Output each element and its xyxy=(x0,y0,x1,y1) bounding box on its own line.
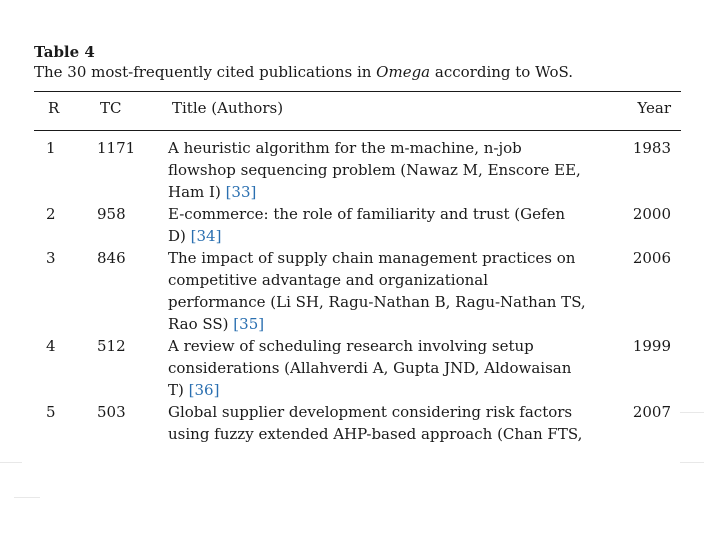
title-line-text: considerations (Allahverdi A, Gupta JND, Aldowaisan xyxy=(168,359,572,377)
row-times-cited: 1171 xyxy=(97,139,136,157)
row-rank: 4 xyxy=(46,337,56,355)
title-line xyxy=(168,137,608,159)
title-line xyxy=(168,291,608,313)
faint-edge-mark xyxy=(0,462,22,463)
title-line-text: E-commerce: the role of familiarity and trust (Gefen xyxy=(168,205,566,223)
row-year: 2000 xyxy=(632,205,671,223)
row-year: 1983 xyxy=(632,139,671,157)
table-row xyxy=(34,401,681,445)
caption-text-end: according to WoS. xyxy=(430,63,574,81)
title-line xyxy=(168,379,608,401)
caption-text-start: The 30 most-frequently cited publications in xyxy=(34,63,377,81)
row-title-authors xyxy=(168,137,608,203)
row-times-cited: 512 xyxy=(97,337,126,355)
title-line xyxy=(168,225,608,247)
row-year: 2006 xyxy=(632,249,671,267)
table-caption xyxy=(34,62,681,83)
title-line-text: Ham I) xyxy=(168,183,226,201)
table-4 xyxy=(34,42,681,445)
title-line xyxy=(168,203,608,225)
row-title-authors xyxy=(168,335,608,401)
table-row xyxy=(34,203,681,247)
title-line-text: performance (Li SH, Ragu-Nathan B, Ragu-Nathan TS, xyxy=(168,293,586,311)
title-line xyxy=(168,269,608,291)
title-line-text: Global supplier development considering risk factors xyxy=(168,403,573,421)
title-line xyxy=(168,401,608,423)
title-line xyxy=(168,423,608,445)
title-line-text: using fuzzy extended AHP-based approach (Chan FTS, xyxy=(168,425,583,443)
table-label: Table 4 xyxy=(34,43,95,61)
title-line-text: competitive advantage and organizational xyxy=(168,271,489,289)
header-year: Year xyxy=(637,99,671,117)
table-row xyxy=(34,247,681,335)
title-line-text: Rao SS) xyxy=(168,315,234,333)
title-line-text: A heuristic algorithm for the m-machine, n-job xyxy=(168,139,522,157)
row-rank: 5 xyxy=(46,403,56,421)
row-year: 2007 xyxy=(632,403,671,421)
title-line xyxy=(168,357,608,379)
title-line xyxy=(168,181,608,203)
row-title-authors xyxy=(168,401,608,445)
title-line-text: A review of scheduling research involving setup xyxy=(168,337,534,355)
table-row xyxy=(34,137,681,203)
reference-link[interactable]: [36] xyxy=(188,381,220,399)
faint-edge-mark xyxy=(680,462,704,463)
title-line xyxy=(168,335,608,357)
title-line-text: The impact of supply chain management practices on xyxy=(168,249,576,267)
row-title-authors xyxy=(168,203,608,247)
title-line-text: T) xyxy=(168,381,189,399)
header-title: Title (Authors) xyxy=(172,99,284,117)
row-times-cited: 846 xyxy=(97,249,126,267)
row-year: 1999 xyxy=(632,337,671,355)
caption-journal-name: Omega xyxy=(376,63,431,81)
row-times-cited: 958 xyxy=(97,205,126,223)
header-rank: R xyxy=(48,99,60,117)
row-title-authors xyxy=(168,247,608,335)
row-rank: 1 xyxy=(46,139,56,157)
row-rank: 3 xyxy=(46,249,56,267)
reference-link[interactable]: [34] xyxy=(190,227,222,245)
title-line xyxy=(168,159,608,181)
title-line xyxy=(168,313,608,335)
title-line-text: flowshop sequencing problem (Nawaz M, Enscore EE, xyxy=(168,161,581,179)
title-line xyxy=(168,247,608,269)
faint-edge-mark xyxy=(680,412,704,413)
table-body xyxy=(34,131,681,445)
reference-link[interactable]: [33] xyxy=(225,183,257,201)
title-line-text: D) xyxy=(168,227,191,245)
faint-edge-mark xyxy=(14,497,40,498)
row-rank: 2 xyxy=(46,205,56,223)
reference-link[interactable]: [35] xyxy=(233,315,265,333)
table-header-row xyxy=(34,92,681,130)
page-bottom-blank xyxy=(30,452,690,538)
table-row xyxy=(34,335,681,401)
header-tc: TC xyxy=(100,99,122,117)
row-times-cited: 503 xyxy=(97,403,126,421)
